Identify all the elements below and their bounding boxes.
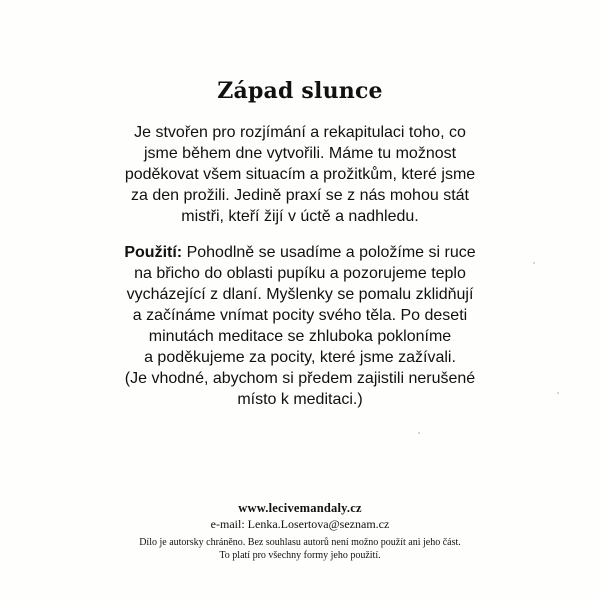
page-title: Západ slunce — [217, 78, 383, 104]
intro-line: mistři, kteří žijí v úctě a nadhledu. — [181, 208, 419, 225]
paper-speck — [533, 262, 535, 264]
footer — [0, 500, 600, 562]
usage-line: a poděkujeme za pocity, které jsme zažívali. — [144, 349, 456, 366]
usage-line: vycházející z dlaní. Myšlenky se pomalu zklidňují — [126, 286, 474, 303]
usage-label: Použití: — [124, 244, 183, 261]
usage-first-line-text: Pohodlně se usadíme a položíme si ruce — [182, 244, 476, 261]
usage-line: (Je vhodné, abychom si předem zajistili nerušené — [124, 370, 476, 387]
intro-line: jsme během dne vytvořili. Máme tu možnost — [143, 145, 457, 162]
intro-line: za den prožili. Jedině praxí se z nás mohou stát — [131, 187, 469, 204]
intro-line: poděkovat všem situacím a prožitkům, které jsme — [124, 166, 476, 183]
copyright-line: Dílo je autorsky chráněno. Bez souhlasu autorů není možno použít ani jeho část. — [139, 537, 461, 548]
usage-line: místo k meditaci.) — [237, 391, 363, 408]
usage-paragraph — [80, 242, 520, 410]
usage-line: na břicho do oblasti pupíku a pozorujeme teplo — [134, 265, 466, 282]
paper-speck — [557, 392, 559, 394]
intro-line: Je stvořen pro rozjímání a rekapitulaci toho, co — [134, 124, 466, 141]
paper-speck — [418, 432, 420, 434]
usage-line: minutách meditace se zhluboka pokloníme — [148, 328, 452, 345]
usage-first-line — [80, 242, 520, 263]
website-link[interactable]: www.lecivemandaly.cz — [238, 501, 362, 515]
copyright-notice — [0, 536, 600, 562]
usage-line: a začínáme vnímat pocity svého těla. Po deseti — [132, 307, 468, 324]
copyright-line: To platí pro všechny formy jeho použití. — [219, 550, 381, 561]
email-contact[interactable]: e-mail: Lenka.Losertova@seznam.cz — [210, 517, 390, 531]
intro-paragraph — [80, 122, 520, 227]
